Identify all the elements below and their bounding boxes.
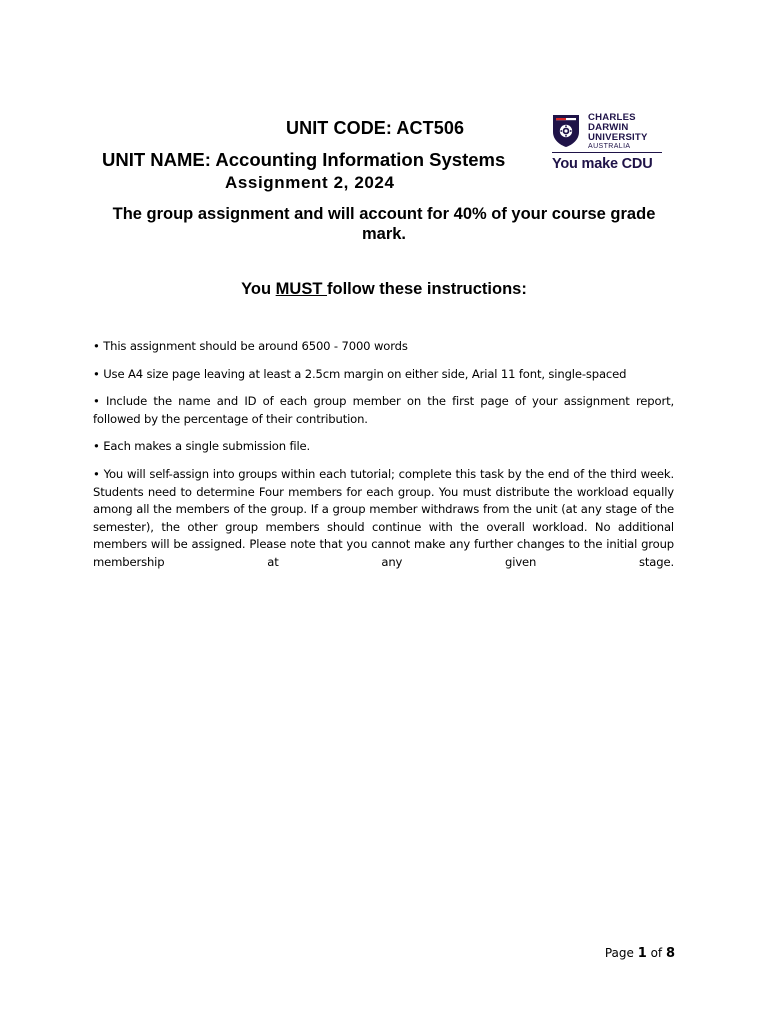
logo-divider xyxy=(552,152,662,153)
logo-wordmark xyxy=(588,113,648,152)
must-emphasis: MUST xyxy=(275,280,327,298)
group-assignment-note: The group assignment and will account for 40% of your course grade mark. xyxy=(112,205,656,243)
must-follow-heading xyxy=(93,280,675,299)
must-suffix: follow these instructions: xyxy=(327,280,527,298)
instruction-item: • Each makes a single submission file. xyxy=(93,439,311,454)
cdu-logo xyxy=(550,112,668,176)
unit-code-heading: UNIT CODE: ACT506 xyxy=(286,118,465,138)
shield-icon xyxy=(552,114,580,148)
total-pages: 8 xyxy=(665,946,675,961)
instruction-list xyxy=(93,338,674,582)
instruction-item: • This assignment should be around 6500 - 7000 words xyxy=(93,339,408,353)
page-label: Page xyxy=(604,946,638,960)
of-label: of xyxy=(646,946,666,960)
assignment-heading: Assignment 2, 2024 xyxy=(225,173,395,192)
page-number xyxy=(605,946,675,961)
must-prefix: You xyxy=(241,280,276,298)
unit-name-heading: UNIT NAME: Accounting Information Systems xyxy=(102,149,506,170)
logo-line-1: CHARLES xyxy=(588,112,636,123)
instruction-item: • Use A4 size page leaving at least a 2.5cm margin on either side, Arial 11 font, single-spaced xyxy=(93,366,627,381)
logo-tagline: You make CDU xyxy=(552,156,653,172)
instruction-item: • Include the name and ID of each group member on the first page of your assignment report, followed by the percentage of their contribution. xyxy=(93,394,674,426)
instruction-item: • You will self-assign into groups within each tutorial; complete this task by the end of the third week. Students need to determine Four members for each group. You must distribute the workload equally among all the members of the group. If a group member withdraws from the unit (at any stage of the semester), the other group members should continue with the overall workload. No additional members will be assigned. Please note that you cannot make any further changes to the initial group membership at any given stage. xyxy=(93,466,674,569)
logo-line-2: DARWIN xyxy=(588,121,629,133)
logo-line-3: UNIVERSITY xyxy=(588,131,648,143)
current-page: 1 xyxy=(637,946,647,961)
logo-line-4: AUSTRALIA xyxy=(588,143,631,151)
